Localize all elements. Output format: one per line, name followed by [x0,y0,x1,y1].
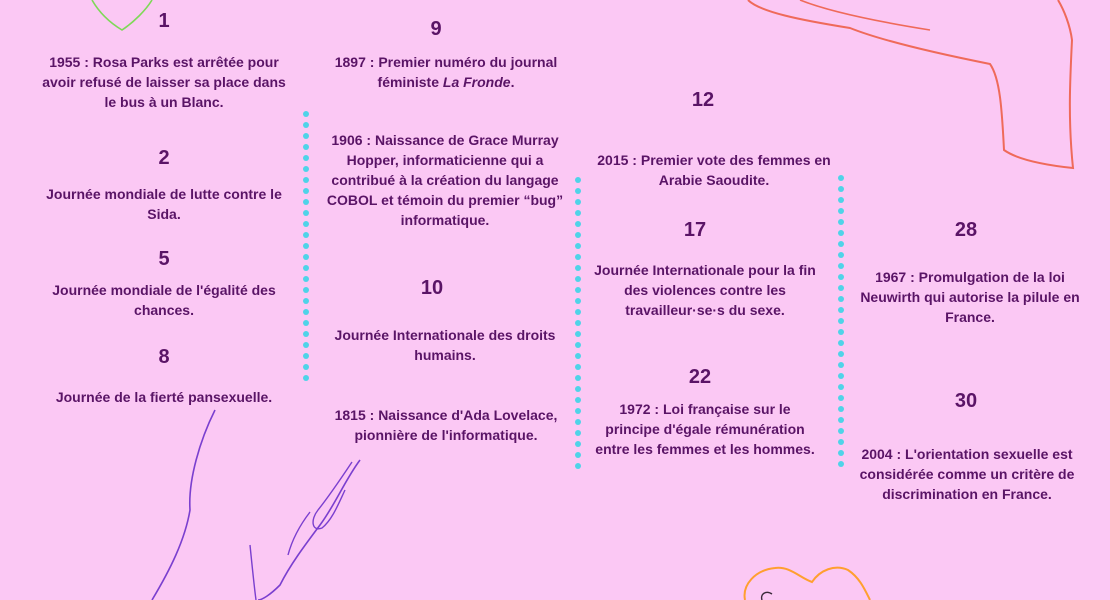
date-17: 17 [683,219,707,241]
event-5: Journée mondiale de l'égalité des chances. [52,282,276,318]
event-12: 2015 : Premier vote des femmes en Arabie Saoudite. [597,152,831,188]
coral-hand-outline [748,0,1073,168]
date-8: 8 [158,346,170,368]
dotted-divider-3 [837,174,845,474]
event-1: 1955 : Rosa Parks est arrêtée pour avoir refusé de laisser sa place dans le bus à un Blanc. [42,54,286,110]
violet-hand-left [152,410,215,600]
event-30: 2004 : L'orientation sexuelle est considérée comme un critère de discrimination en France. [859,446,1075,502]
event-9b: 1906 : Naissance de Grace Murray Hopper, informaticienne qui a contribué à la création du langage COBOL et témoin du premier “bug” informatique. [326,132,564,228]
date-10: 10 [420,277,444,299]
dots-group [303,111,309,381]
date-28: 28 [954,219,978,241]
dotted-divider-1 [302,110,310,390]
event-9 [316,52,576,92]
violet-finger-1 [313,462,352,529]
violet-finger-3 [250,545,256,600]
coral-hand-finger [800,0,930,30]
violet-hand-right [258,460,360,600]
orange-flower-outline [745,568,870,600]
date-22: 22 [688,366,712,388]
green-heart-outline [92,0,152,30]
date-1: 1 [158,10,170,32]
date-9: 9 [430,18,442,40]
dots-group [575,177,581,469]
event-17: Journée Internationale pour la fin des violences contre les travailleur·se·s du sexe. [594,262,816,318]
journal-name: La Fronde [442,74,511,90]
event-10: Journée Internationale des droits humains. [334,327,556,363]
date-5: 5 [158,248,170,270]
event-22: 1972 : Loi française sur le principe d'égale rémunération entre les femmes et les hommes. [595,401,815,457]
event-9-text: 1897 : Premier numéro du journal féministe [334,54,558,90]
dots-group [838,175,844,467]
event-2: Journée mondiale de lutte contre le Sida. [46,186,282,222]
date-30: 30 [954,390,978,412]
event-8: Journée de la fierté pansexuelle. [55,389,273,405]
event-28: 1967 : Promulgation de la loi Neuwirth qui autorise la pilule en France. [860,269,1080,325]
violet-finger-2 [288,512,310,555]
dotted-divider-2 [574,176,582,476]
event-10b: 1815 : Naissance d'Ada Lovelace, pionnière de l'informatique. [334,407,558,443]
event-9-end: . [510,74,515,90]
date-2: 2 [158,147,170,169]
date-12: 12 [691,89,715,111]
dark-small-arc [762,592,772,600]
